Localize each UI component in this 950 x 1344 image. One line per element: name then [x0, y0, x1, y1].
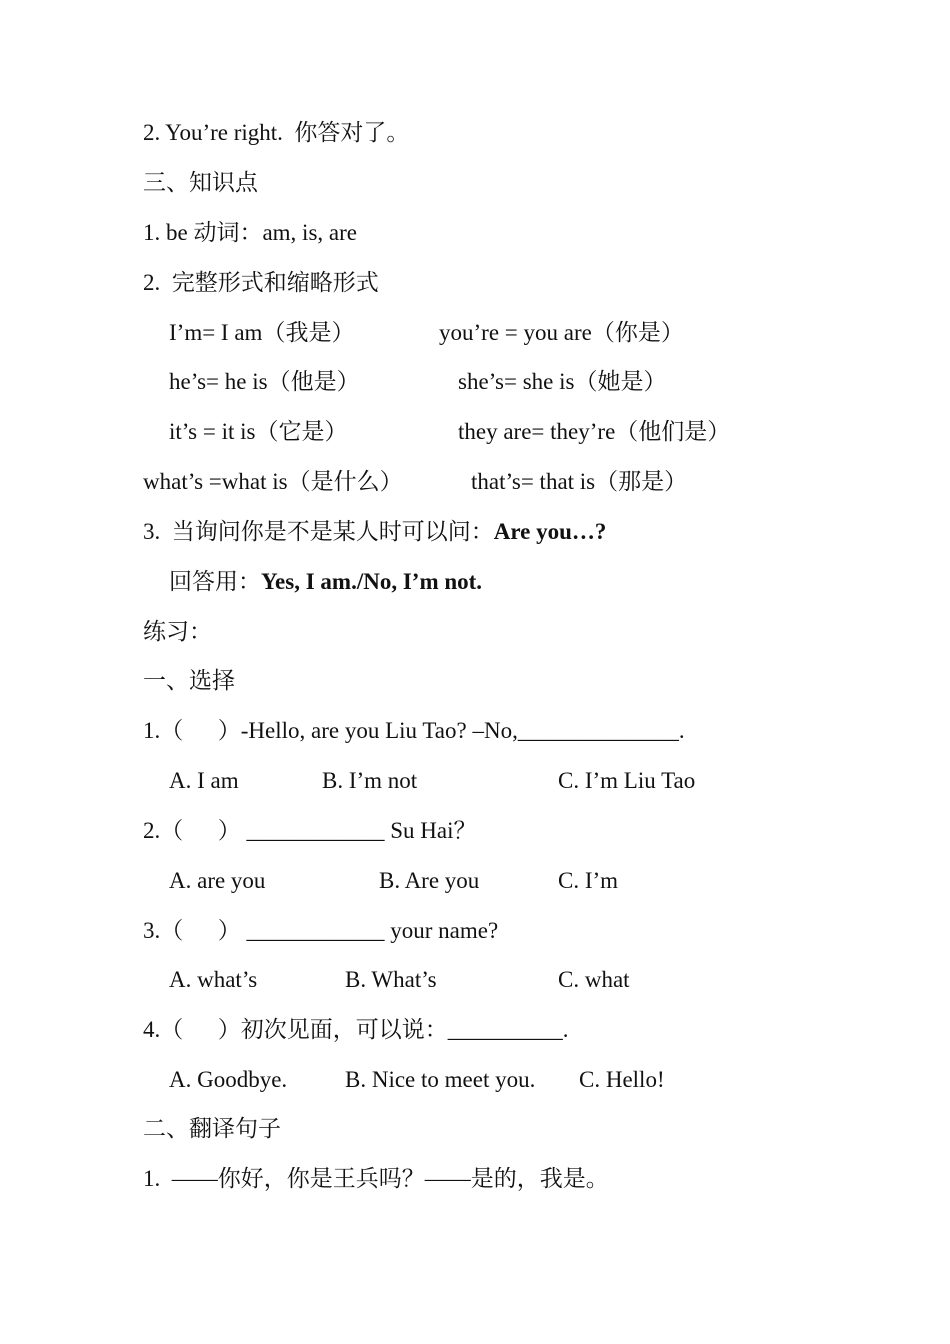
option: A. are you [169, 868, 266, 893]
option: B. What’s [345, 967, 437, 992]
option: A. Goodbye. [169, 1067, 288, 1092]
question: 2.（ ） ____________ Su Hai？ [143, 818, 477, 843]
contraction-item: what’s =what is（是什么） [143, 469, 403, 494]
question: 4.（ ）初次见面，可以说：__________. [143, 1017, 569, 1042]
option: B. Are you [379, 868, 480, 893]
contraction-item: you’re = you are（你是） [439, 320, 684, 345]
bold-phrase: Are you…? [493, 519, 607, 544]
question: 3.（ ） ____________ your name? [143, 918, 499, 943]
bold-phrase: Yes, I am./No, I’m not. [261, 569, 483, 594]
text-line: 2. You’re right. 你答对了。 [143, 120, 410, 145]
option: C. Hello! [579, 1067, 665, 1092]
contraction-item: that’s= that is（那是） [471, 469, 688, 494]
section-heading: 三、知识点 [143, 170, 258, 195]
option: A. what’s [169, 967, 258, 992]
contraction-item: he’s= he is（他是） [169, 369, 360, 394]
question: 1. ——你好，你是王兵吗？——是的，我是。 [143, 1166, 609, 1191]
text-segment: 回答用： [169, 569, 261, 594]
option: B. Nice to meet you. [345, 1067, 536, 1092]
section-heading: 练习： [143, 619, 212, 644]
contraction-item: it’s = it is（它是） [169, 419, 348, 444]
option: C. I’m [558, 868, 619, 893]
contraction-item: she’s= she is（她是） [458, 369, 667, 394]
text-line [143, 517, 606, 547]
contraction-item: they are= they’re（他们是） [458, 419, 731, 444]
section-heading: 一、选择 [143, 668, 235, 693]
text-line: 2. 完整形式和缩略形式 [143, 270, 379, 295]
option: B. I’m not [322, 768, 418, 793]
contraction-item: I’m= I am（我是） [169, 320, 355, 345]
option: C. what [558, 967, 630, 992]
text-segment: 3. 当询问你是不是某人时可以问： [143, 519, 494, 544]
question: 1.（ ）-Hello, are you Liu Tao? –No,______________. [143, 718, 685, 743]
text-line: 1. be 动词：am, is, are [143, 220, 357, 245]
section-heading: 二、翻译句子 [143, 1116, 281, 1141]
text-line [169, 567, 482, 597]
option: C. I’m Liu Tao [558, 768, 696, 793]
option: A. I am [169, 768, 239, 793]
